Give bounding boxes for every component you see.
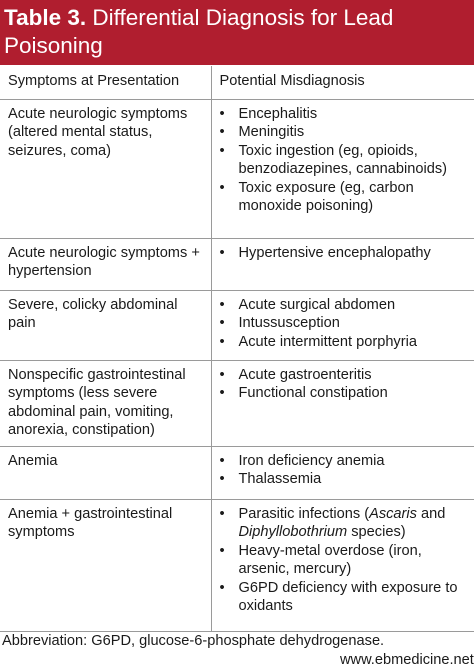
misdiagnosis-list <box>220 366 467 403</box>
misdiagnosis-text: and <box>416 505 446 522</box>
table-row <box>0 499 474 631</box>
misdiagnosis-item: • Iron deficiency anemia <box>220 452 467 471</box>
misdiagnosis-item: • Toxic exposure (eg, carbon monoxide poisoning) <box>220 179 467 216</box>
misdiagnosis-item: • Acute surgical abdomen <box>220 296 467 315</box>
symptom-cell: Acute neurologic symptoms (altered mental status, seizures, coma) <box>0 99 211 238</box>
misdiagnosis-item: • Encephalitis <box>220 105 467 124</box>
misdiagnosis-item: • Acute gastroenteritis <box>220 366 467 385</box>
misdiagnosis-item: • G6PD deficiency with exposure to oxidants <box>220 579 467 616</box>
header-misdiagnosis: Potential Misdiagnosis <box>211 66 474 99</box>
table-header-row <box>0 66 474 99</box>
table-row <box>0 99 474 238</box>
symptom-cell: Nonspecific gastrointestinal symptoms (less severe abdominal pain, vomiting, anorexia, constipation) <box>0 360 211 446</box>
misdiagnosis-cell <box>211 99 474 238</box>
symptom-cell: Anemia + gastrointestinal symptoms <box>0 499 211 631</box>
misdiagnosis-cell <box>211 499 474 631</box>
misdiagnosis-list <box>220 505 467 617</box>
misdiagnosis-list <box>220 296 467 352</box>
genus-name: Ascaris <box>369 505 417 522</box>
misdiagnosis-list <box>220 105 467 217</box>
table-title <box>0 0 474 65</box>
misdiagnosis-cell <box>211 446 474 499</box>
table-row <box>0 360 474 446</box>
table-row <box>0 238 474 290</box>
misdiagnosis-item: • Acute intermittent porphyria <box>220 333 467 352</box>
misdiagnosis-list <box>220 452 467 489</box>
table-number: Table 3. <box>4 5 87 30</box>
header-symptoms: Symptoms at Presentation <box>0 66 211 99</box>
symptom-cell: Acute neurologic symptoms + hypertension <box>0 238 211 290</box>
misdiagnosis-cell <box>211 238 474 290</box>
misdiagnosis-item <box>220 505 467 542</box>
abbreviation-footnote: Abbreviation: G6PD, glucose-6-phosphate dehydrogenase. <box>2 633 385 649</box>
symptom-cell: Anemia <box>0 446 211 499</box>
misdiagnosis-text: Parasitic infections ( <box>238 505 370 522</box>
misdiagnosis-item: • Hypertensive encephalopathy <box>220 244 467 263</box>
differential-diagnosis-table <box>0 66 474 632</box>
misdiagnosis-item: • Heavy-metal overdose (iron, arsenic, mercury) <box>220 542 467 579</box>
misdiagnosis-item: • Toxic ingestion (eg, opioids, benzodiazepines, cannabinoids) <box>220 142 467 179</box>
misdiagnosis-list <box>220 244 467 263</box>
table-row <box>0 446 474 499</box>
misdiagnosis-text: species) <box>347 524 406 541</box>
misdiagnosis-item: • Functional constipation <box>220 384 467 403</box>
misdiagnosis-item: • Meningitis <box>220 123 467 142</box>
symptom-cell: Severe, colicky abdominal pain <box>0 290 211 360</box>
misdiagnosis-item: • Thalassemia <box>220 470 467 489</box>
misdiagnosis-item: • Intussusception <box>220 314 467 333</box>
source-credit: www.ebmedicine.net <box>340 652 474 668</box>
misdiagnosis-cell <box>211 290 474 360</box>
genus-name: Diphyllobothrium <box>238 524 348 541</box>
table-row <box>0 290 474 360</box>
misdiagnosis-cell <box>211 360 474 446</box>
table-title-text: Differential Diagnosis for Lead Poisoning <box>4 5 394 58</box>
